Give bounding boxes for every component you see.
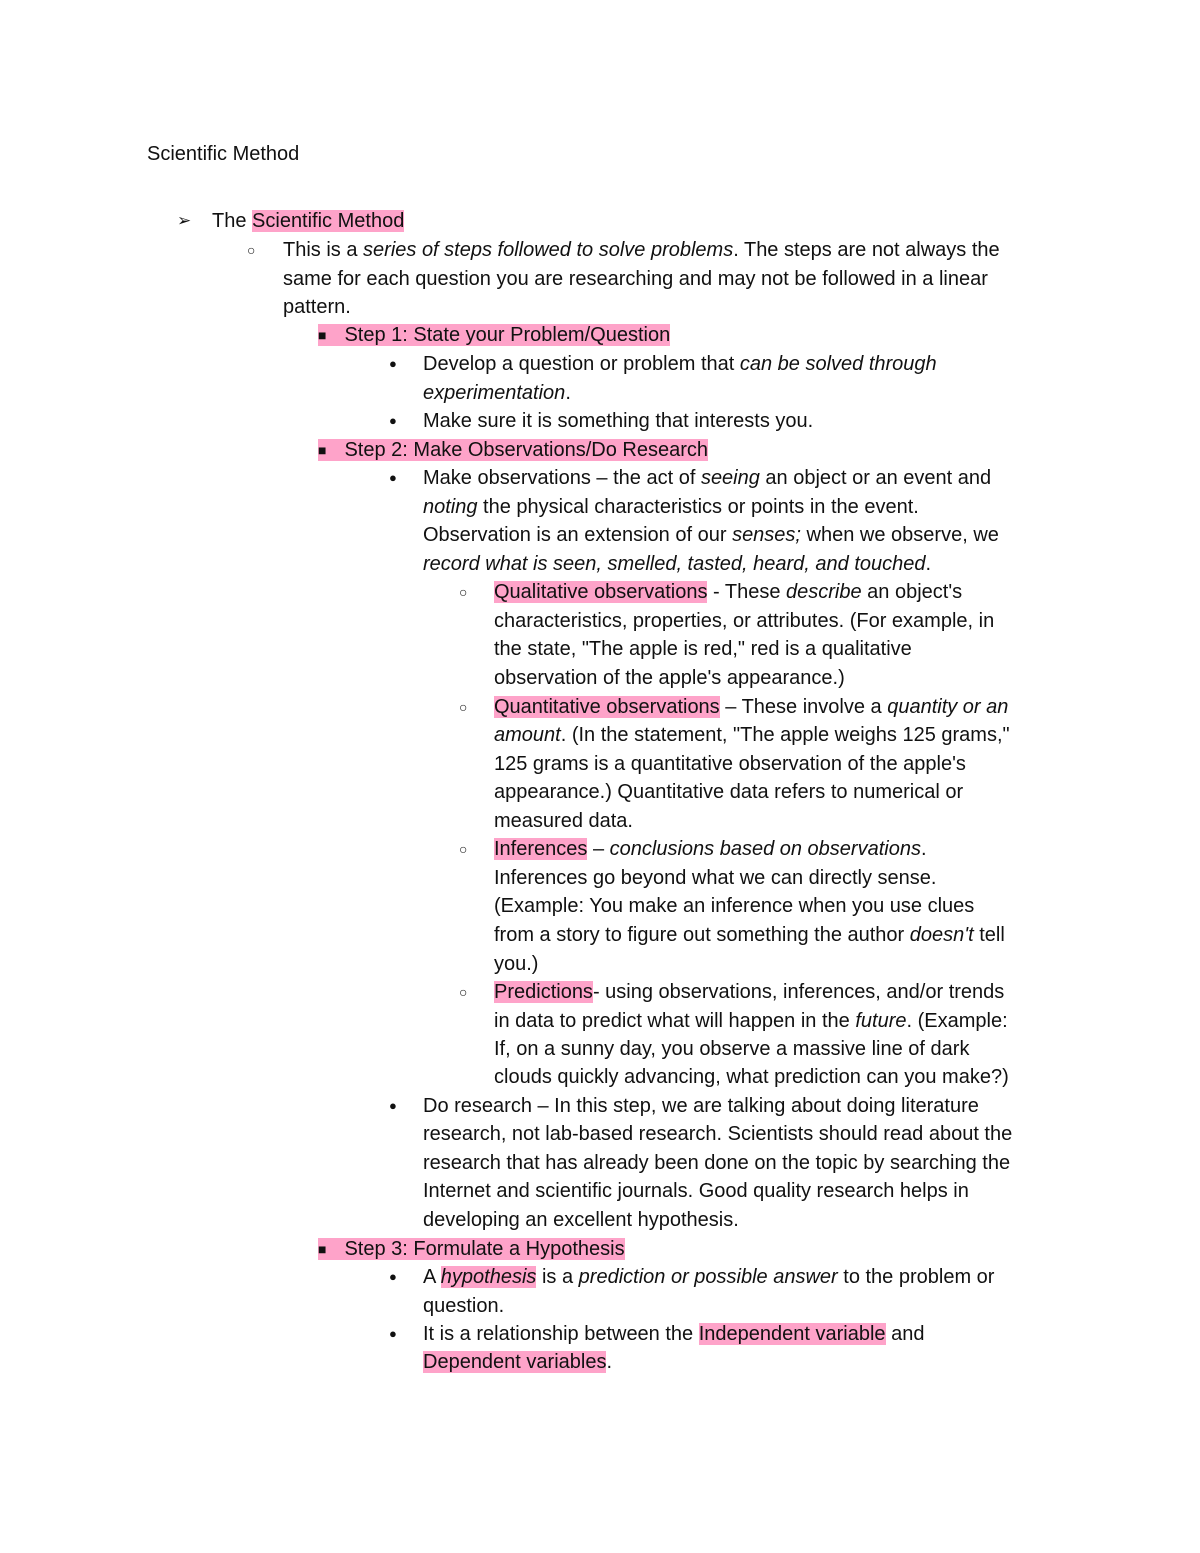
filled-circle-bullet-icon: ●	[389, 1098, 397, 1113]
list-item-text: Predictions- using observations, inferences, and/or trends	[494, 981, 1005, 1003]
list-item-text: (Example: You make an inference when you use clues	[494, 895, 975, 917]
list-item-text: Make sure it is something that interests you.	[423, 410, 814, 432]
filled-circle-bullet-icon: ●	[389, 1326, 397, 1341]
highlight: Independent variable	[698, 1323, 886, 1345]
list-item-text: from a story to figure out something the author doesn't tell	[494, 924, 1005, 946]
filled-circle-bullet-icon: ●	[389, 356, 397, 371]
square-bullet-icon: ■	[318, 1241, 327, 1257]
list-item-text: Do research – In this step, we are talking about doing literature	[423, 1095, 979, 1117]
filled-circle-bullet-icon: ●	[389, 470, 397, 485]
list-item-text: clouds quickly advancing, what prediction can you make?)	[494, 1066, 1009, 1088]
list-item-text: amount. (In the statement, "The apple weighs 125 grams,"	[494, 724, 1010, 746]
list-item-text: experimentation.	[423, 382, 571, 404]
list-item-text: Quantitative observations – These involve a quantity or an	[494, 696, 1009, 718]
list-item-text: Inferences go beyond what we can directly sense.	[494, 867, 937, 889]
list-item-text: record what is seen, smelled, tasted, heard, and touched.	[423, 553, 932, 575]
list-item-text: question.	[423, 1295, 505, 1317]
highlight: Quantitative observations	[494, 696, 720, 718]
list-item-text: 125 grams is a quantitative observation of the apple's	[494, 753, 966, 775]
list-item-text: Make observations – the act of seeing an object or an event and	[423, 467, 992, 489]
list-item-text: Observation is an extension of our senses; when we observe, we	[423, 524, 999, 546]
list-item-text: Dependent variables.	[423, 1351, 613, 1373]
list-item-text: If, on a sunny day, you observe a massive line of dark	[494, 1038, 970, 1060]
list-item-scientific-method: The Scientific Method	[212, 210, 405, 232]
step-2-heading: ■ Step 2: Make Observations/Do Research	[318, 439, 708, 461]
list-item-text: It is a relationship between the Independent variable and	[423, 1323, 925, 1345]
square-bullet-icon: ■	[318, 327, 327, 343]
highlight: Scientific Method	[252, 210, 405, 232]
list-item-text: same for each question you are researching and may not be followed in a linear	[283, 268, 988, 290]
highlight: Predictions	[494, 981, 593, 1003]
highlight: Qualitative observations	[494, 581, 708, 603]
filled-circle-bullet-icon: ●	[389, 1269, 397, 1284]
hollow-circle-bullet-icon: ○	[247, 242, 256, 258]
hollow-circle-bullet-icon: ○	[459, 841, 468, 857]
highlight: Dependent variables	[423, 1351, 607, 1373]
list-item-text: appearance.) Quantitative data refers to numerical or	[494, 781, 964, 803]
list-item-text: characteristics, properties, or attributes. (For example, in	[494, 610, 995, 632]
list-item-text: you.)	[494, 953, 539, 975]
list-item-text: pattern.	[283, 296, 351, 318]
arrow-bullet-icon: ➢	[177, 211, 192, 230]
highlight: Inferences	[494, 838, 588, 860]
list-item-text: research, not lab-based research. Scientists should read about the	[423, 1123, 1013, 1145]
list-item-text: A hypothesis is a prediction or possible answer to the problem or	[423, 1266, 995, 1288]
document-title: Scientific Method	[147, 143, 300, 165]
highlight: hypothesis	[440, 1266, 537, 1288]
list-item-text: noting the physical characteristics or points in the event.	[423, 496, 919, 518]
step-3-heading: ■ Step 3: Formulate a Hypothesis	[318, 1238, 625, 1260]
list-item-text: developing an excellent hypothesis.	[423, 1209, 739, 1231]
filled-circle-bullet-icon: ●	[389, 413, 397, 428]
list-item-text: research that has already been done on the topic by searching the	[423, 1152, 1011, 1174]
hollow-circle-bullet-icon: ○	[459, 699, 468, 715]
list-item-text: the state, "The apple is red," red is a qualitative	[494, 638, 912, 660]
list-item-text: observation of the apple's appearance.)	[494, 667, 845, 689]
list-item-text: measured data.	[494, 810, 633, 832]
list-item-text: in data to predict what will happen in the future. (Example:	[494, 1010, 1008, 1032]
hollow-circle-bullet-icon: ○	[459, 584, 468, 600]
hollow-circle-bullet-icon: ○	[459, 984, 468, 1000]
list-item-text: This is a series of steps followed to solve problems. The steps are not always the	[283, 239, 1000, 261]
list-item-text: Qualitative observations - These describe an object's	[494, 581, 963, 603]
list-item-text: Internet and scientific journals. Good quality research helps in	[423, 1180, 969, 1202]
square-bullet-icon: ■	[318, 442, 327, 458]
list-item-text: Inferences – conclusions based on observations.	[494, 838, 927, 860]
list-item-text: Develop a question or problem that can be solved through	[423, 353, 937, 375]
step-1-heading: ■ Step 1: State your Problem/Question	[318, 324, 671, 346]
